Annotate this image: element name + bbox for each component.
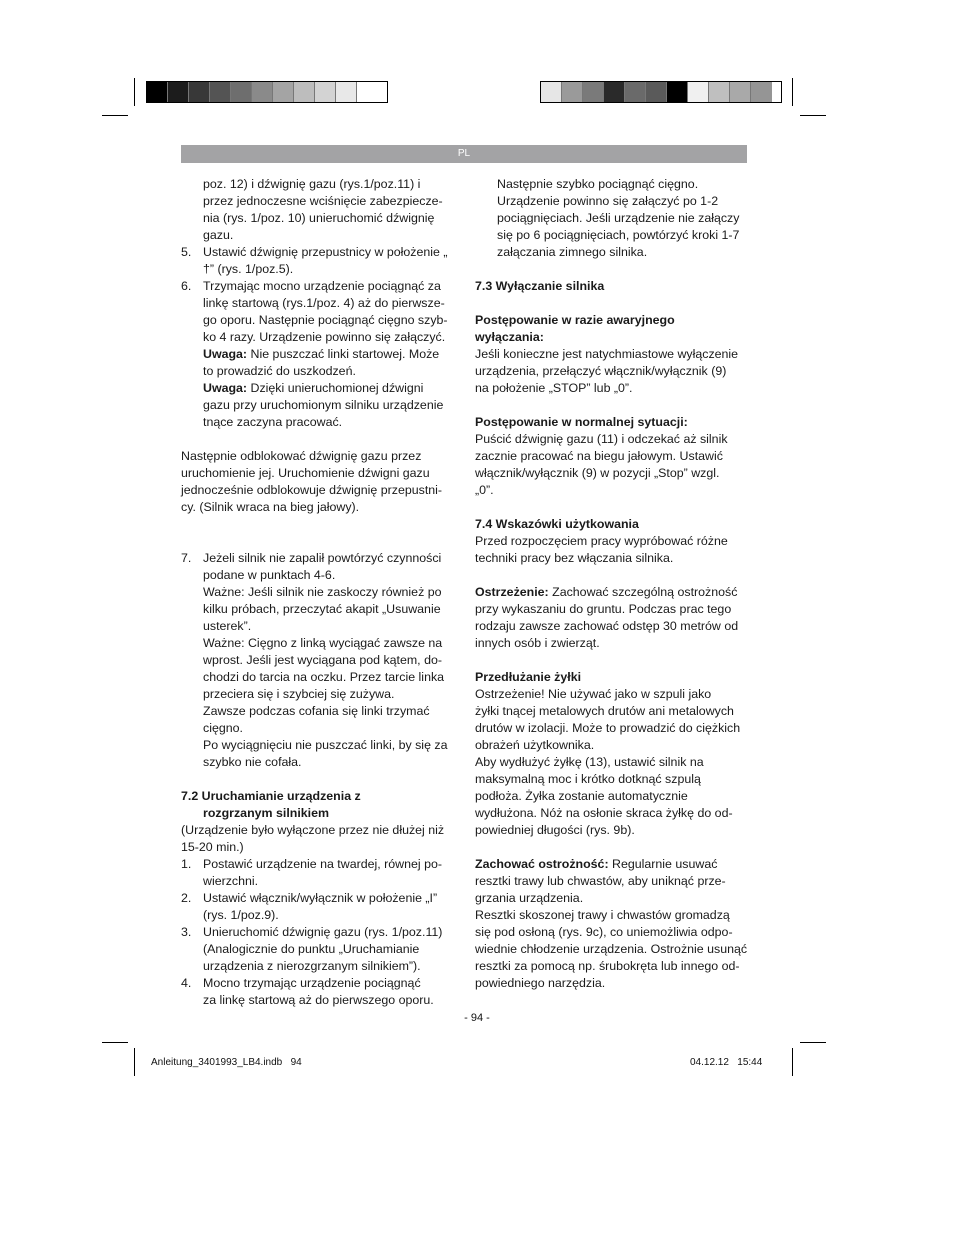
text-line: innych osób i zwierząt. [475, 636, 600, 650]
left-column [181, 176, 471, 1009]
text-line: chodzi do tarcia na oczku. Przez tarcie linka [203, 670, 445, 684]
text-line: Puścić dźwignię gazu (11) i odczekać aż silnik [475, 432, 728, 446]
color-swatch [147, 82, 168, 102]
step-4 [181, 975, 471, 1009]
text-fragment: Dzięki unieruchomionej dźwigni [247, 381, 424, 395]
text-line: się po 6 pociągnięciach, powtórzyć kroki 1-7 [497, 228, 740, 242]
emergency-heading [475, 312, 750, 346]
text-line: (Urządzenie było wyłączone przez nie dłużej niż [181, 823, 445, 837]
text-line: załączania zimnego silnika. [497, 245, 648, 259]
warning-paragraph [475, 584, 750, 652]
text-line: resztki trawy lub chwastów, aby uniknąć prze- [475, 874, 726, 888]
text-line: Aby wydłużyć żyłkę (13), ustawić silnik na [475, 755, 704, 769]
language-header [181, 145, 747, 163]
text-line: Jeśli konieczne jest natychmiastowe wyłączenie [475, 347, 739, 361]
text-line: gazu. [203, 228, 234, 242]
text-line: Ostrzeżenie! Nie używać jako w szpuli jako [475, 687, 712, 701]
text-line: Resztki skoszonej trawy i chwastów gromadzą [475, 908, 730, 922]
warning-label: Ostrzeżenie: [475, 585, 549, 599]
crop-mark [792, 78, 793, 106]
text-line: †” (rys. 1/poz.5). [203, 262, 294, 276]
text-line: Jeżeli silnik nie zapalił powtórzyć czynności [203, 551, 442, 565]
section-intro [181, 822, 471, 856]
color-swatch [688, 82, 709, 102]
text-line: Urządzenie powinno się załączyć po 1-2 [497, 194, 719, 208]
step-6 [181, 278, 471, 431]
crop-mark [102, 1042, 128, 1043]
text-line: Po wyciągnięciu nie puszczać linki, by się za [203, 738, 448, 752]
color-swatch [751, 82, 772, 102]
text-line: wprost. Jeśli jest wyciągana pod kątem, do- [203, 653, 442, 667]
text-line: Następnie odblokować dźwignię gazu przez [181, 449, 422, 463]
crop-mark [792, 1048, 793, 1076]
color-swatch [541, 82, 562, 102]
text-line: podane w punktach 4-6. [203, 568, 336, 582]
color-swatch [294, 82, 315, 102]
text-line: na położenie „STOP” lub „0”. [475, 381, 633, 395]
step-number: 4. [181, 976, 192, 990]
color-swatch [583, 82, 604, 102]
step-7 [181, 550, 471, 771]
step-number: 3. [181, 925, 192, 939]
caution-label: Zachować ostrożność: [475, 857, 609, 871]
note-line [203, 380, 471, 397]
text-line: gazu przy uruchomionym silniku urządzenie [203, 398, 444, 412]
caution-paragraph [475, 856, 750, 992]
text-line: linkę startową (rys.1/poz. 4) aż do pierwsze- [203, 296, 445, 310]
step-1 [181, 856, 471, 890]
continued-step [181, 176, 471, 244]
text-line: 15-20 min.) [181, 840, 244, 854]
text-fragment: Nie puszczać linki startowej. Może [247, 347, 440, 361]
text-fragment: Zachować szczególną ostrożność [548, 585, 738, 599]
note-label: Uwaga: [203, 347, 248, 361]
color-calibration-bar-right [540, 81, 782, 103]
text-line: „0”. [475, 483, 494, 497]
date-label: 04.12.12 15:44 [690, 1057, 763, 1068]
text-line: maksymalną moc i krótko dotknąć szpulą [475, 772, 701, 786]
crop-mark [134, 1048, 135, 1076]
text-line: cięgno. [203, 721, 243, 735]
text-line: drutów w izolacji. Może to prowadzić do ciężkich [475, 721, 741, 735]
step-number: 5. [181, 245, 192, 259]
language-label: PL [457, 148, 471, 159]
text-line: rodzaju zawsze zachować odstęp 30 metrów od [475, 619, 739, 633]
text-line: podłoża. Żyłka zostanie automatycznie [475, 789, 688, 803]
normal-heading: Postępowanie w normalnej sytuacji: [475, 415, 688, 429]
warning-line [475, 584, 750, 601]
text-line: Następnie szybko pociągnąć cięgno. [497, 177, 699, 191]
text-line: to prowadzić do uszkodzeń. [203, 364, 356, 378]
paragraph [475, 431, 750, 499]
text-line: szybko nie cofała. [203, 755, 302, 769]
text-line: Zawsze podczas cofania się linki trzymać [203, 704, 430, 718]
text-line: usterek”. [203, 619, 252, 633]
text-line: Ważne: Cięgno z linką wyciągać zawsze na [203, 636, 443, 650]
text-line: (rys. 1/poz.9). [203, 908, 279, 922]
color-swatch [168, 82, 189, 102]
crop-mark [102, 115, 128, 116]
text-line: jednocześnie odblokowuje dźwignię przepustni- [181, 483, 443, 497]
color-swatch [730, 82, 751, 102]
continued-step [475, 176, 750, 261]
text-line: uruchomienie jej. Uruchomienie dźwigni gazu [181, 466, 430, 480]
text-line: wierzchni. [203, 874, 259, 888]
step-number: 7. [181, 551, 192, 565]
text-line: się pod osłoną (rys. 9c), co uniemożliwia odpo- [475, 925, 733, 939]
caution-line [475, 856, 750, 873]
text-line: grzania urządzenia. [475, 891, 584, 905]
text-line: techniki pracy bez włączania silnika. [475, 551, 674, 565]
text-line: kilku próbach, przeczytać akapit „Usuwanie [203, 602, 441, 616]
note-line [203, 346, 471, 363]
text-line: żyłki tnącej metalowych drutów ani metalowych [475, 704, 734, 718]
note-label: Uwaga: [203, 381, 248, 395]
paragraph [181, 448, 471, 516]
text-line: resztki za pomocą np. śrubokręta lub innego od- [475, 959, 740, 973]
heading-line: wyłączania: [475, 330, 544, 344]
crop-mark [800, 115, 826, 116]
color-swatch [210, 82, 231, 102]
text-line: tnące zaczyna pracować. [203, 415, 343, 429]
text-line: Trzymając mocno urządzenie pociągnąć za [203, 279, 441, 293]
color-swatch [252, 82, 273, 102]
color-swatch [667, 82, 688, 102]
color-swatch [562, 82, 583, 102]
text-line: pociągnięciach. Jeśli urządzenie nie załączy [497, 211, 740, 225]
text-line: przy wykaszaniu do gruntu. Podczas prac tego [475, 602, 732, 616]
text-line: urządzenia z nierozgrzanym silnikiem”). [203, 959, 421, 973]
color-swatch [189, 82, 210, 102]
paragraph [475, 686, 750, 839]
text-line: Przed rozpoczęciem pracy wypróbować różne [475, 534, 728, 548]
text-line: (Analogicznie do punktu „Uruchamianie [203, 942, 420, 956]
text-line: Postawić urządzenie na twardej, równej po- [203, 857, 442, 871]
text-line: przeciera się i szybciej się zużywa. [203, 687, 395, 701]
text-line: przez jednoczesne wciśnięcie zabezpiecze- [203, 194, 443, 208]
heading-line: Postępowanie w razie awaryjnego [475, 313, 675, 327]
text-line: obrażeń użytkownika. [475, 738, 595, 752]
color-swatch [315, 82, 336, 102]
step-number: 6. [181, 279, 192, 293]
step-5 [181, 244, 471, 278]
step-number: 2. [181, 891, 192, 905]
extend-heading: Przedłużanie żyłki [475, 670, 582, 684]
page-number: - 94 - [464, 1012, 490, 1024]
text-line: Ustawić dźwignię przepustnicy w położenie „ [203, 245, 448, 259]
step-number: 1. [181, 857, 192, 871]
color-swatch [273, 82, 294, 102]
section-heading-7-4: 7.4 Wskazówki użytkowania [475, 517, 639, 531]
text-line: wiednie chłodzenie urządzenia. Ostrożnie usunąć [475, 942, 748, 956]
text-line: Unieruchomić dźwignię gazu (rys. 1/poz.11) [203, 925, 443, 939]
color-swatch [646, 82, 667, 102]
text-fragment: Regularnie usuwać [608, 857, 718, 871]
text-line: Mocno trzymając urządzenie pociągnąć [203, 976, 421, 990]
step-2 [181, 890, 471, 924]
step-3 [181, 924, 471, 975]
text-line: nia (rys. 1/poz. 10) unieruchomić dźwignię [203, 211, 435, 225]
color-swatch [231, 82, 252, 102]
color-swatch [336, 82, 357, 102]
text-line: za linkę startową aż do pierwszego oporu. [203, 993, 434, 1007]
heading-line: rozgrzanym silnikiem [203, 806, 330, 820]
text-line: Ustawić włącznik/wyłącznik w położenie „I” [203, 891, 438, 905]
paragraph [475, 346, 750, 397]
text-line: Ważne: Jeśli silnik nie zaskoczy również po [203, 585, 442, 599]
paragraph [475, 533, 750, 567]
crop-mark [800, 1042, 826, 1043]
text-line: powiedniej długości (rys. 9b). [475, 823, 635, 837]
text-line: urządzenia, przełączyć włącznik/wyłącznik (9) [475, 364, 727, 378]
color-swatch [357, 82, 378, 102]
text-line: powiedniego narzędzia. [475, 976, 606, 990]
text-line: ko 4 razy. Urządzenie powinno się załączyć. [203, 330, 446, 344]
heading-line: 7.2 Uruchamianie urządzenia z [181, 789, 361, 803]
color-swatch [625, 82, 646, 102]
text-line: poz. 12) i dźwignię gazu (rys.1/poz.11) i [203, 177, 421, 191]
color-calibration-bar-left [146, 81, 388, 103]
text-line: włącznik/wyłącznik (9) w pozycji „Stop” wzgl. [475, 466, 720, 480]
text-line: cy. (Silnik wraca na bieg jałowy). [181, 500, 360, 514]
section-heading-7-2 [181, 788, 471, 822]
text-line: wydłużona. Nóż na osłonie skraca żyłkę do od- [475, 806, 733, 820]
color-swatch [709, 82, 730, 102]
text-line: zacznie pracować na biegu jałowym. Ustawić [475, 449, 723, 463]
right-column [475, 176, 750, 992]
section-heading-7-3: 7.3 Wyłączanie silnika [475, 279, 605, 293]
text-line: go oporu. Następnie pociągnąć cięgno szyb- [203, 313, 448, 327]
color-swatch [604, 82, 625, 102]
file-label: Anleitung_3401993_LB4.indb 94 [151, 1057, 302, 1068]
crop-mark [134, 78, 135, 106]
